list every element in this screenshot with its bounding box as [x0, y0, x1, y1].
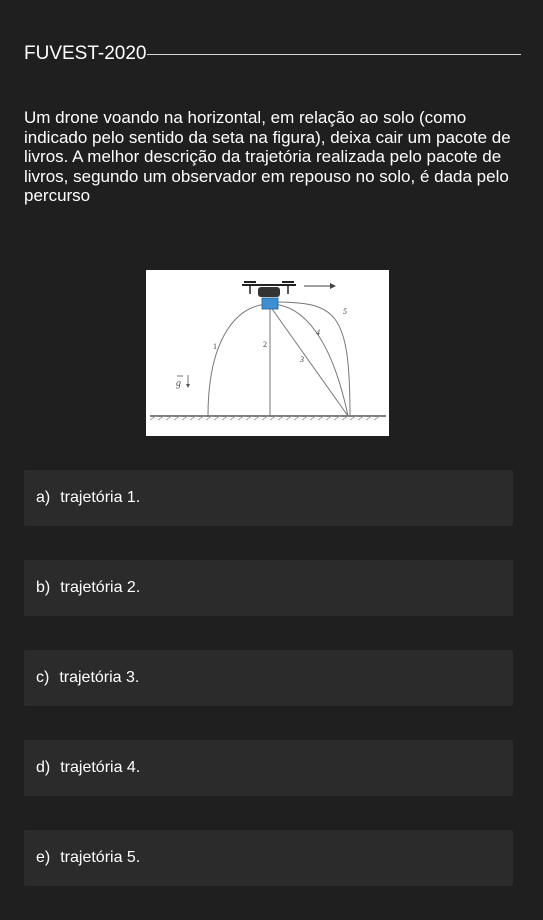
option-text: trajetória 5.: [60, 849, 141, 866]
drone-icon: [242, 282, 296, 297]
option-text: trajetória 1.: [60, 489, 141, 506]
trajectory-label-4: 4: [316, 328, 320, 337]
trajectory-label-1: 1: [213, 342, 217, 351]
option-letter: d): [36, 759, 51, 776]
answer-options: [24, 470, 513, 920]
header-divider: [147, 54, 522, 55]
trajectory-label-5: 5: [343, 307, 347, 316]
trajectory-label-3: 3: [300, 355, 304, 364]
question-text: Um drone voando na horizontal, em relação ao solo (como indicado pelo sentido da seta na figura), deixa cair um pacote de livros. A melhor descrição da trajetória realizada pelo pacote de livros, segundo um observador em repouso no solo, é dada pelo percurso: [24, 108, 511, 205]
trajectory-1-path: [208, 304, 270, 416]
ground-area: [146, 414, 389, 436]
drone-trajectory-diagram: [146, 270, 389, 436]
option-letter: e): [36, 849, 51, 866]
option-letter: c): [36, 669, 50, 686]
question-figure: [146, 270, 389, 436]
question-header: [24, 42, 521, 66]
option-a[interactable]: [24, 470, 513, 526]
option-letter: b): [36, 579, 51, 596]
option-e[interactable]: [24, 830, 513, 886]
direction-arrow-icon: [304, 283, 336, 289]
trajectory-label-2: 2: [263, 340, 267, 349]
option-d[interactable]: [24, 740, 513, 796]
option-b[interactable]: [24, 560, 513, 616]
option-text: trajetória 4.: [60, 759, 141, 776]
option-letter: a): [36, 489, 51, 506]
option-c[interactable]: [24, 650, 513, 706]
gravity-label: g: [176, 378, 181, 389]
option-text: trajetória 2.: [60, 579, 141, 596]
gravity-vector-icon: [176, 375, 190, 389]
book-package-icon: [262, 298, 278, 309]
exam-title: FUVEST-2020: [24, 43, 147, 64]
trajectory-5-path: [272, 302, 350, 416]
option-text: trajetória 3.: [59, 669, 140, 686]
